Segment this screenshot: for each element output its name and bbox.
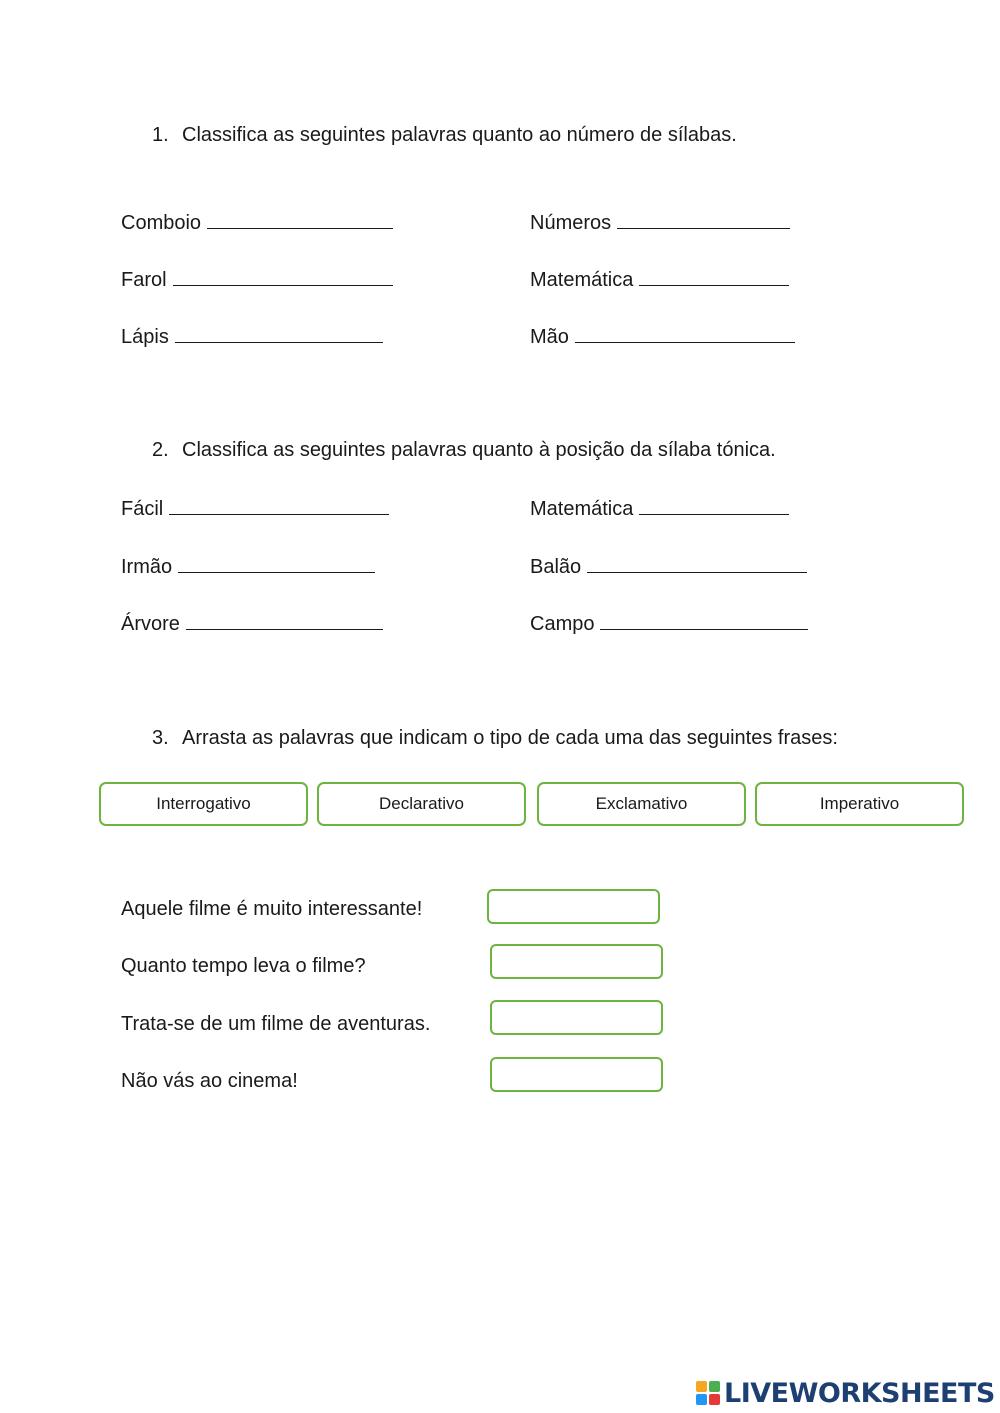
question-1 bbox=[152, 124, 737, 147]
logo-text: LIVEWORKSHEETS bbox=[724, 1377, 995, 1409]
answer-blank[interactable] bbox=[600, 611, 808, 630]
drop-target-2[interactable] bbox=[490, 944, 663, 979]
word-label: Fácil bbox=[121, 498, 164, 520]
drop-target-4[interactable] bbox=[490, 1057, 663, 1092]
word-label: Números bbox=[530, 212, 612, 234]
word-matematica-1 bbox=[530, 267, 789, 292]
word-label: Comboio bbox=[121, 212, 202, 234]
word-label: Lápis bbox=[121, 326, 169, 348]
sentence-1: Aquele filme é muito interessante! bbox=[121, 898, 423, 920]
question-1-number: 1. bbox=[152, 124, 169, 146]
word-comboio bbox=[121, 210, 393, 235]
answer-blank[interactable] bbox=[617, 210, 790, 229]
word-label: Mão bbox=[530, 326, 569, 348]
question-2 bbox=[152, 439, 776, 462]
word-label: Árvore bbox=[121, 613, 180, 635]
answer-blank[interactable] bbox=[207, 210, 393, 229]
word-label: Campo bbox=[530, 613, 595, 635]
drop-target-3[interactable] bbox=[490, 1000, 663, 1035]
sentence-2: Quanto tempo leva o filme? bbox=[121, 955, 366, 977]
answer-blank[interactable] bbox=[169, 496, 389, 515]
option-exclamativo[interactable]: Exclamativo bbox=[537, 782, 746, 826]
answer-blank[interactable] bbox=[175, 324, 383, 343]
answer-blank[interactable] bbox=[178, 554, 375, 573]
word-campo bbox=[530, 611, 808, 636]
question-3-number: 3. bbox=[152, 727, 169, 749]
sentence-3: Trata-se de um filme de aventuras. bbox=[121, 1013, 431, 1035]
answer-blank[interactable] bbox=[587, 554, 807, 573]
word-label: Balão bbox=[530, 556, 582, 578]
question-3-prompt: Arrasta as palavras que indicam o tipo de cada uma das seguintes frases: bbox=[182, 727, 838, 749]
liveworksheets-logo-icon bbox=[696, 1381, 720, 1405]
word-label: Irmão bbox=[121, 556, 173, 578]
answer-blank[interactable] bbox=[173, 267, 393, 286]
question-2-prompt: Classifica as seguintes palavras quanto à posição da sílaba tónica. bbox=[182, 439, 776, 461]
word-mao-1 bbox=[530, 324, 795, 349]
question-1-prompt: Classifica as seguintes palavras quanto ao número de sílabas. bbox=[182, 124, 737, 146]
sentence-4: Não vás ao cinema! bbox=[121, 1070, 298, 1092]
word-arvore bbox=[121, 611, 383, 636]
option-declarativo[interactable]: Declarativo bbox=[317, 782, 526, 826]
question-2-number: 2. bbox=[152, 439, 169, 461]
liveworksheets-logo bbox=[696, 1376, 995, 1410]
answer-blank[interactable] bbox=[639, 496, 789, 515]
option-interrogativo[interactable]: Interrogativo bbox=[99, 782, 308, 826]
word-farol bbox=[121, 267, 393, 292]
word-numeros bbox=[530, 210, 790, 235]
answer-blank[interactable] bbox=[186, 611, 383, 630]
word-irmao bbox=[121, 554, 375, 579]
word-label: Farol bbox=[121, 269, 167, 291]
word-matematica-2 bbox=[530, 496, 789, 521]
word-balao bbox=[530, 554, 807, 579]
drop-target-1[interactable] bbox=[487, 889, 660, 924]
option-imperativo[interactable]: Imperativo bbox=[755, 782, 964, 826]
question-3 bbox=[152, 727, 838, 750]
word-lapis bbox=[121, 324, 383, 349]
word-facil bbox=[121, 496, 389, 521]
word-label: Matemática bbox=[530, 498, 634, 520]
answer-blank[interactable] bbox=[575, 324, 795, 343]
answer-blank[interactable] bbox=[639, 267, 789, 286]
word-label: Matemática bbox=[530, 269, 634, 291]
